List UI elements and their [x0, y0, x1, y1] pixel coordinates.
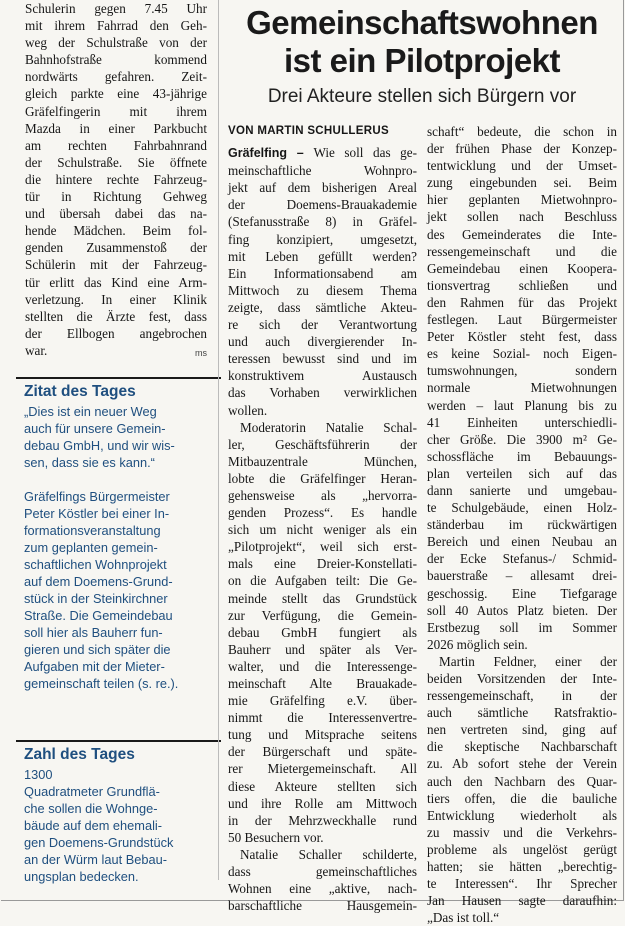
article-line: Bauherr und später als Ver-	[228, 641, 417, 657]
article-line: und auch divergierender In-	[228, 334, 417, 350]
article-line: Mitbauzentrale München,	[228, 453, 417, 469]
number-box-title: Zahl des Tages	[24, 746, 135, 763]
article-line: schossfläche im Bebauungs-	[427, 448, 617, 464]
article-line: nen vertreten sind, ging auf	[427, 722, 617, 738]
author-signature: ms	[195, 347, 207, 358]
article-line: (Stefanusstraße 8) in Gräfel-	[228, 214, 417, 230]
attribution-line: auf dem Doemens-Grund-	[24, 574, 173, 589]
article-line: konstruktivem Austausch	[228, 368, 417, 384]
article-line: walter, und die Interessenge-	[228, 658, 417, 674]
left-article-line: und übersah dabei das na-	[25, 206, 207, 222]
left-article-line: genden Zusammenstoß der	[25, 240, 207, 256]
article-line: der Ecke Stefanus-/ Schmid-	[427, 551, 617, 567]
article-line: festlegen. Laut Bürgermeister	[427, 312, 617, 328]
article-line: tentwicklung und der Umset-	[427, 158, 617, 174]
article-column-1-text	[228, 144, 417, 914]
article-line: Martin Feldner, einer der	[439, 653, 617, 669]
article-dateline: Gräfelfing –	[228, 146, 314, 161]
article-line: zu massiv und die Verkehrs-	[427, 824, 617, 840]
left-article-line: Bahnhofstraße kommend	[25, 52, 207, 68]
article-line: Natalie Schaller schilderte,	[240, 846, 417, 862]
article-line: te Schulgebäude, einen Holz-	[427, 500, 617, 516]
article-line: ressengemeinschaft und die	[427, 243, 617, 259]
article-line: debau GmbH fungiert als	[228, 624, 417, 640]
headline-line-1: Gemeinschaftswohnen	[246, 4, 598, 41]
left-article-line: mit ihrem Fahrrad den Geh-	[25, 18, 207, 34]
article-line: Jan Hausen sagte daraufhin:	[427, 893, 617, 909]
article-byline: VON MARTIN SCHULLERUS	[228, 125, 389, 137]
article-line: mit Leben gefüllt werden?	[228, 248, 417, 264]
article-line: meinschaft Alte Brauakade-	[228, 676, 417, 691]
article-line: plan verteilen sich auf das	[427, 465, 617, 481]
article-line: zeigte, dass sämtliche Akteu-	[228, 299, 417, 315]
article-line: dann sanierte und umgebau-	[427, 482, 617, 498]
article-line: auch den Nachbarn des Quar-	[427, 773, 617, 789]
attribution-line: schaftlichen Wohnprojekt	[24, 557, 167, 572]
article-subheadline: Drei Akteure stellen sich Bürgern vor	[267, 86, 577, 107]
left-article-line: der Schulstraße. Sie öffnete	[25, 154, 207, 170]
article-line: tung und Mitsprache seitens	[228, 727, 417, 743]
article-line: das Vorhaben verwirklichen	[228, 385, 417, 401]
article-line: 41 Einheiten unterschiedli-	[427, 414, 617, 430]
left-article-line: weg der Schulstraße von der	[25, 35, 207, 51]
article-line: fing konzipiert, umgesetzt,	[228, 231, 417, 247]
article-line: Gemeindebau einen Koopera-	[427, 260, 617, 276]
article-line: Wohnen eine „aktive, nach-	[228, 881, 417, 897]
article-line: beiden Vorsitzenden der Inte-	[427, 671, 617, 686]
left-article-line: war.	[25, 342, 48, 358]
left-article-line: tür erlitt das Kind eine Arm-	[25, 274, 207, 290]
number-value: 1300	[24, 767, 53, 782]
attribution-line: gieren und sich später die	[24, 642, 171, 657]
left-article-text	[25, 0, 207, 362]
quote-line: sen, dass sie es kann.“	[24, 455, 155, 470]
article-line: soll 40 Autos Platz bieten. Der	[427, 602, 617, 618]
number-description-line: bäude auf dem ehemali-	[24, 818, 163, 833]
left-article-line: Schulerin gegen 7.45 Uhr	[25, 1, 207, 16]
article-line: die skeptische Nachbarschaft	[427, 739, 617, 755]
attribution-line: Straße. Die Gemeindebau	[24, 608, 173, 623]
article-line: Erstbezug soll im Sommer	[427, 619, 617, 635]
article-column-2	[427, 123, 617, 926]
number-description	[24, 783, 221, 885]
article-line: zu. Ab sofort stehe der Verein	[427, 756, 617, 772]
article-line: sich um nicht weniger als ein	[228, 522, 417, 538]
article-line: normale Mietwohnungen	[427, 380, 617, 396]
article-line: und ihre Rolle am Mittwoch	[228, 795, 417, 811]
left-article-line: gleich parkte eine 43-jährige	[25, 86, 207, 102]
left-article-line: Schülerin mit der Fahrzeug-	[25, 257, 207, 273]
attribution-line: gemeinschaft teilen (s. re.).	[24, 676, 179, 691]
number-description-line: che sollen die Wohnge-	[24, 801, 158, 816]
number-description-line: gen Doemens-Grundstück	[24, 835, 174, 850]
attribution-line: Aufgaben mit der Mieter-	[24, 659, 165, 674]
article-line: 50 Besuchern vor.	[228, 829, 324, 845]
article-line: dass gemeinschaftliches	[228, 864, 417, 880]
left-article-line: hende Mädchen. Beim fol-	[25, 223, 207, 239]
article-line: „Das ist toll.“	[427, 910, 500, 926]
article-line: geschossig. Eine Tiefgarage	[427, 585, 617, 601]
article-line: es keine Sozial- noch Eigen-	[427, 346, 617, 362]
article-line: jekt auf dem bisherigen Areal	[228, 180, 417, 196]
quote-attribution	[24, 488, 221, 692]
article-line: Peter Köstler steht fest, dass	[427, 329, 617, 345]
quote-line: auch für unsere Gemein-	[24, 421, 166, 436]
article-line: Entwicklung wiederholt als	[427, 807, 617, 823]
article-line: teressen bewusst sind und im	[228, 351, 417, 367]
article-line: genden Prozess“. Es handle	[228, 505, 417, 521]
article-line: auch sämtliche Ratsfraktio-	[427, 705, 617, 721]
article-line: wollen.	[228, 402, 268, 418]
article-line: zung eingebunden sei. Beim	[427, 175, 617, 191]
attribution-line: zum geplanten gemein-	[24, 540, 158, 555]
article-line: des Gemeinderates die Inte-	[427, 226, 617, 242]
attribution-line: formationsveranstaltung	[24, 523, 161, 538]
number-of-the-day-box	[16, 740, 221, 885]
article-line: mie Gräfelfing e.V. über-	[228, 693, 417, 709]
attribution-line: Peter Köstler bei einer In-	[24, 506, 170, 521]
article-line: probleme als ungelöst gerügt	[427, 841, 617, 857]
article-line: gehensweise als „hervorra-	[228, 487, 417, 503]
number-description-line: an der Würm laut Bebau-	[24, 852, 167, 867]
article-line: rer Mietergemeinschaft. All	[228, 761, 417, 777]
article-line: der Bürgerschaft und späte-	[228, 744, 417, 760]
quote-of-the-day-box	[16, 377, 221, 692]
article-line: hier geplanten Mietwohnpro-	[427, 192, 617, 208]
article-line: ler, Geschäftsführerin der	[228, 436, 417, 452]
left-article-line: der Ellbogen angebrochen	[25, 325, 207, 341]
article-line: Moderatorin Natalie Schal-	[240, 419, 417, 435]
article-line: bauerstraße – allesamt drei-	[427, 568, 617, 584]
article-line: tumswohnungen, sondern	[427, 363, 617, 379]
article-line: te Interessen“. Ihr Sprecher	[427, 876, 617, 892]
article-line: meinschaftliche Wohnpro-	[228, 163, 417, 179]
article-line: tionsvertrag schließen und	[427, 277, 617, 293]
article-line: on die Aufgaben teilt: Die Ge-	[228, 573, 417, 589]
quote-line: „Dies ist ein neuer Weg	[24, 404, 157, 419]
article-line: in der Mehrzweckhalle rund	[228, 812, 417, 828]
article-line: den Rahmen für das Projekt	[427, 294, 617, 310]
article-headline	[222, 4, 622, 80]
quote-box-title: Zitat des Tages	[24, 383, 136, 400]
article-line: diese Akteure stellten sich	[228, 778, 417, 794]
article-line: ständerbau im rückwärtigen	[427, 517, 617, 533]
attribution-line: Gräfelfings Bürgermeister	[24, 489, 170, 504]
left-article-line: stellten die Ärzte fest, dass	[25, 308, 207, 324]
attribution-line: soll hier als Bauherr fun-	[24, 625, 163, 640]
article-line: zur Verfügung, die Gemein-	[228, 607, 417, 623]
headline-line-2: ist ein Pilotprojekt	[283, 42, 561, 79]
article-line: ressengemeinschaft, in der	[427, 688, 617, 704]
article-line: der Doemens-Brauakademie	[228, 197, 417, 213]
left-article-line: verletzung. In einer Klinik	[25, 291, 207, 307]
article-line: lobte die Gräfelfinger Heran-	[228, 470, 417, 486]
quote-text	[24, 403, 221, 471]
number-description-line: Quadratmeter Grundflä-	[24, 784, 160, 799]
article-line: Bereich und einen Neubau an	[427, 534, 617, 550]
article-line: nimmt die Interessenvertre-	[228, 710, 417, 726]
article-line: hatten; sie hätten „berechtig-	[427, 859, 617, 875]
left-article-line: die hintere rechte Fahrzeug-	[25, 171, 207, 187]
article-column-1	[228, 123, 417, 914]
article-line: schaft“ bedeute, die schon in	[427, 124, 617, 139]
article-line: tiers offen, die die bauliche	[427, 790, 617, 806]
quote-line: debau GmbH, und wir wis-	[24, 438, 175, 453]
article-line: Gräfelfing – Wie soll das ge-	[228, 145, 417, 161]
article-line: Mittwoch zu diesem Thema	[228, 282, 417, 298]
article-line: „Pilotprojekt“, weil sich erst-	[228, 539, 417, 555]
article-line: der frühen Phase der Konzep-	[427, 141, 617, 157]
number-description-line: ungsplan bedecken.	[24, 869, 139, 884]
left-article-line: nordwärts gefahren. Zeit-	[25, 69, 207, 85]
article-line: barschaftliche Hausgemein-	[228, 898, 417, 914]
left-article-line: Gräfelfingerin mit ihrem	[25, 103, 207, 119]
article-line: mals eine Dreier-Konstellati-	[228, 556, 417, 572]
article-line: Ein Informationsabend am	[228, 265, 417, 281]
article-line: jekt sollen nach Beschluss	[427, 209, 617, 225]
article-line: re sich der Verantwortung	[228, 317, 417, 333]
left-article-line: am rechten Fahrbahnrand	[25, 137, 207, 153]
left-article-line: tür in Richtung Gehweg	[25, 189, 207, 205]
article-line: werden – laut Planung bis zu	[427, 397, 617, 413]
column-divider	[218, 0, 219, 880]
left-article-line: Mazda in einer Parkbucht	[25, 120, 207, 136]
article-line: meinde stellt das Grundstück	[228, 590, 417, 606]
article-line: 2026 möglich sein.	[427, 636, 528, 652]
article-line: cher Größe. Die 3900 m² Ge-	[427, 431, 617, 447]
attribution-line: stück in der Steinkirchner	[24, 591, 168, 606]
